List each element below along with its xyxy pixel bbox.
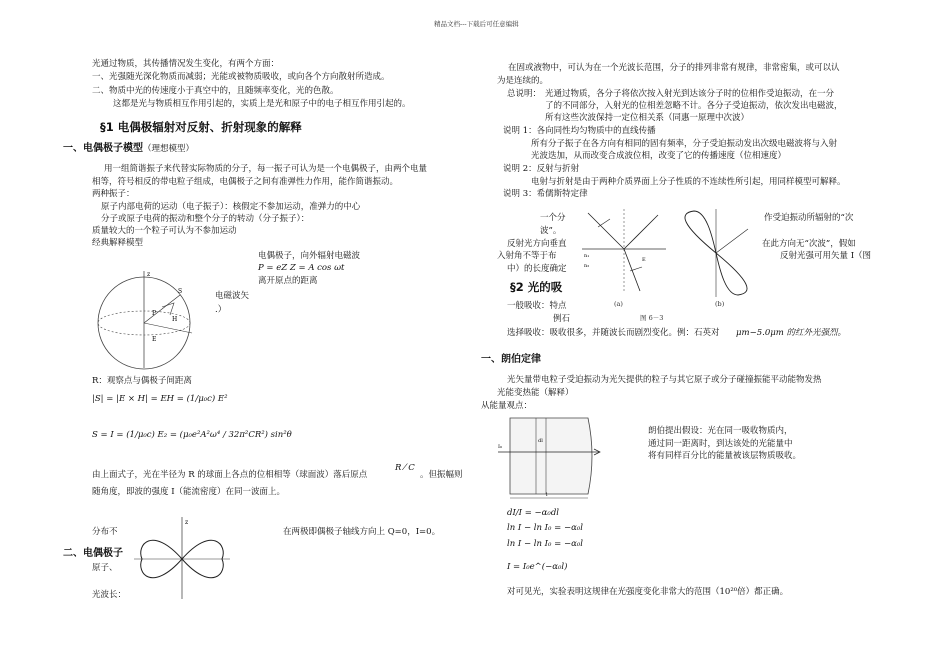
svg-text:l: l: [546, 492, 548, 498]
brewster-row-3a: 入射角不等于布: [497, 251, 557, 261]
dipole-equation: P = eZ Z = A cos ωt: [258, 263, 345, 273]
right-top-line-2: 为是连续的。: [497, 76, 549, 86]
summary-line-1: 光通过物质，各分子将依次按入射光到达该分子时的位相作受迫振动，在一分: [545, 89, 835, 99]
sub1-line-1: 用一组简谐振子来代替实际物质的分子，每一振子可认为是一个电偶极子，由两个电量: [104, 164, 428, 174]
lambert-assumption-3: 将有同样百分比的能量被该层物质吸收。: [648, 451, 802, 461]
lambert-equation-1: dI/I = −α₀dl: [507, 508, 559, 518]
lambert-equation-4: I = I₀e^(−α₀l): [507, 562, 568, 572]
axis-note: 在两极即偶极子轴线方向上 Q=0，I=0。: [283, 527, 441, 537]
sub1-line-2: 相等，符号相反的带电粒子组成，电偶极子之间有准弹性力作用，能作简谐振动。: [92, 177, 399, 187]
brewster-right-1: 作受迫振动所辐射的“次: [764, 213, 854, 223]
sub1-line-6: 质量较大的一个粒子可认为不参加运动: [92, 226, 237, 236]
em-wave-sub: .）: [215, 305, 227, 315]
summary-line-3: 所有这些次波保持一定位相关系（同惠一原理中次波）: [545, 113, 750, 123]
svg-text:n₂: n₂: [584, 263, 590, 269]
brewster-left-2: 波”。: [540, 226, 562, 236]
lambert-title: 一、朗伯定律: [481, 354, 541, 365]
svg-text:z: z: [147, 271, 151, 278]
subsection-1-title: 一、电偶极子模型: [63, 143, 143, 154]
lambert-equation-2: ln I − ln I₀ = −α₀l: [507, 523, 583, 533]
svg-text:P: P: [152, 310, 157, 317]
note-2-line: 电射与折射是由于两种介质界面上分子性质的不连续性所引起，用同样模型可解释。: [531, 177, 846, 187]
phase-lag-fraction: R ⁄ C: [395, 463, 415, 473]
note-1-line-2: 光波迭加，从而改变合成波位相，改变了它的传播速度（位相速度）: [531, 151, 787, 161]
section-2-title: §2 光的吸: [510, 280, 563, 294]
figure-b-label: (b): [715, 300, 725, 308]
r-label: R：观察点与偶极子间距离: [92, 376, 192, 386]
distance-label: 离开原点的距离: [258, 276, 318, 286]
note-3-title: 说明 3：希儒斯特定律: [503, 189, 588, 199]
brewster-row-4a: 中）的长度确定: [507, 264, 567, 274]
note-1-title: 说明 1：各向同性均匀物质中的直线传播: [503, 126, 656, 136]
svg-text:E: E: [152, 336, 157, 343]
brewster-row-2a: 反射光方向垂直: [507, 239, 567, 249]
intro-line-2: 一、光强随光深化物质而减弱；光能或被物质吸收，或向各个方向散射所造成。: [92, 72, 390, 82]
svg-text:H: H: [172, 316, 178, 323]
svg-text:n₁: n₁: [584, 253, 590, 259]
lambert-line-1: 光矢量带电粒子受迫振动为光矢提供的粒子与其它原子或分子碰撞振能平动能物发热: [507, 375, 822, 385]
general-absorption: 一般吸收：特点: [507, 301, 567, 311]
para-1-b: 。但振幅则: [420, 470, 463, 480]
selective-absorption-b: μm−5.0μm 的红外光强烈。: [736, 328, 847, 338]
svg-text:S: S: [178, 288, 183, 295]
figure-caption: 图 6－3: [640, 314, 664, 322]
dipole-label: 电偶极子，向外辐射电磁波: [258, 251, 361, 261]
para-1-c: 随角度，即波的强度 I（能流密度）在同一波面上。: [92, 487, 286, 497]
svg-text:E: E: [642, 257, 646, 263]
intro-line-4: 这都是光与物质相互作用引起的，实质上是光和原子中的电子相互作用引起的。: [113, 99, 411, 109]
distribution-note: 分布不: [92, 527, 118, 537]
lambert-assumption-2: 通过同一距离时，到达该处的光能量中: [648, 439, 793, 449]
lambert-assumption-1: 朗伯提出假设：光在同一吸收物质内，: [648, 426, 793, 436]
note-2-title: 说明 2：反射与折射: [503, 164, 580, 174]
svg-text:z: z: [185, 519, 189, 526]
brewster-figure-b: [672, 205, 760, 301]
lambert-line-2: 光能变热能（解释）: [497, 388, 574, 398]
radiation-pattern-figure: [132, 515, 232, 601]
svg-text:I₀: I₀: [498, 444, 502, 450]
lambert-equation-3: ln I − ln I₀ = −α₀l: [507, 539, 583, 549]
figure-a-label: (a): [614, 300, 623, 308]
sub1-line-5: 分子或原子电荷的振动和整个分子的转动（分子振子）：: [101, 214, 310, 224]
para-1-a: 由上面式子，光在半径为 R 的球面上各点的位相相等（球面波）落后原点: [92, 470, 368, 480]
svg-text:dl: dl: [538, 438, 543, 444]
selective-absorption-a: 选择吸收：吸收很多，并随波长而剧烈变化。例：石英对: [507, 328, 720, 338]
intro-line-3: 二、物质中光的传速度小于真空中的，且随频率变化，光的色散。: [92, 86, 339, 96]
summary-label: 总说明：: [507, 89, 542, 99]
dipole-sphere-figure: [92, 263, 204, 378]
subsection-1-note: （理想模型）: [143, 144, 195, 154]
brewster-row-3b: 反射光强可用矢量 I（图: [780, 251, 872, 261]
subsection-2-line: 原子、: [92, 563, 118, 573]
brewster-row-2b: 在此方向无“次波”，假如: [762, 239, 856, 249]
lambert-slab-figure: [496, 412, 608, 500]
lambert-conclusion: 对可见光，实验表明这规律在光强度变化非常大的范围（10²⁰倍）都正确。: [507, 587, 789, 597]
sub1-line-4: 原子内部电荷的运动（电子振子）：核假定不参加运动，准弹力的中心: [101, 202, 361, 212]
summary-line-2: 了的不同部分，入射光的位相差忽略不计。各分子受迫振动，依次发出电磁波，: [545, 101, 843, 111]
poynting-equation: |S| = |E × H| = EH = (1/μ₀c) E²: [92, 394, 228, 404]
subsection-2-title: 二、电偶极子: [63, 548, 123, 559]
absorption-example: 例石: [553, 314, 571, 324]
right-top-line-1: 在固或液物中，可认为在一个光波长范围，分子的排列非常有规律，非常密集，或可以认: [508, 63, 840, 73]
brewster-left-1: 一个分: [540, 213, 566, 223]
sub1-line-7: 经典解释模型: [92, 238, 144, 248]
em-wave-label: 电磁波矢: [215, 291, 250, 301]
energy-view-label: 从能量观点：: [481, 401, 533, 411]
note-1-line-1: 所有分子振子在各方向有相同的固有频率，分子受迫振动发出次级电磁波将与入射: [531, 139, 838, 149]
intensity-equation: S = I = (1/μ₀c) E₂ = (μ₀e²A²ω⁴ / 32π²CR²) sin²θ: [92, 430, 292, 440]
section-1-title: §1 电偶极辐射对反射、折射现象的解释: [100, 120, 302, 134]
wavelength-label: 光波长：: [92, 590, 127, 600]
intro-line-1: 光通过物质，其传播情况发生变化，有两个方面：: [92, 59, 280, 69]
subsection-1-heading: [63, 143, 194, 156]
sub1-line-3: 两种振子：: [92, 189, 135, 199]
page-header: 精品文档---下载后可任意编辑: [434, 20, 519, 28]
brewster-figure-a: [578, 205, 670, 301]
